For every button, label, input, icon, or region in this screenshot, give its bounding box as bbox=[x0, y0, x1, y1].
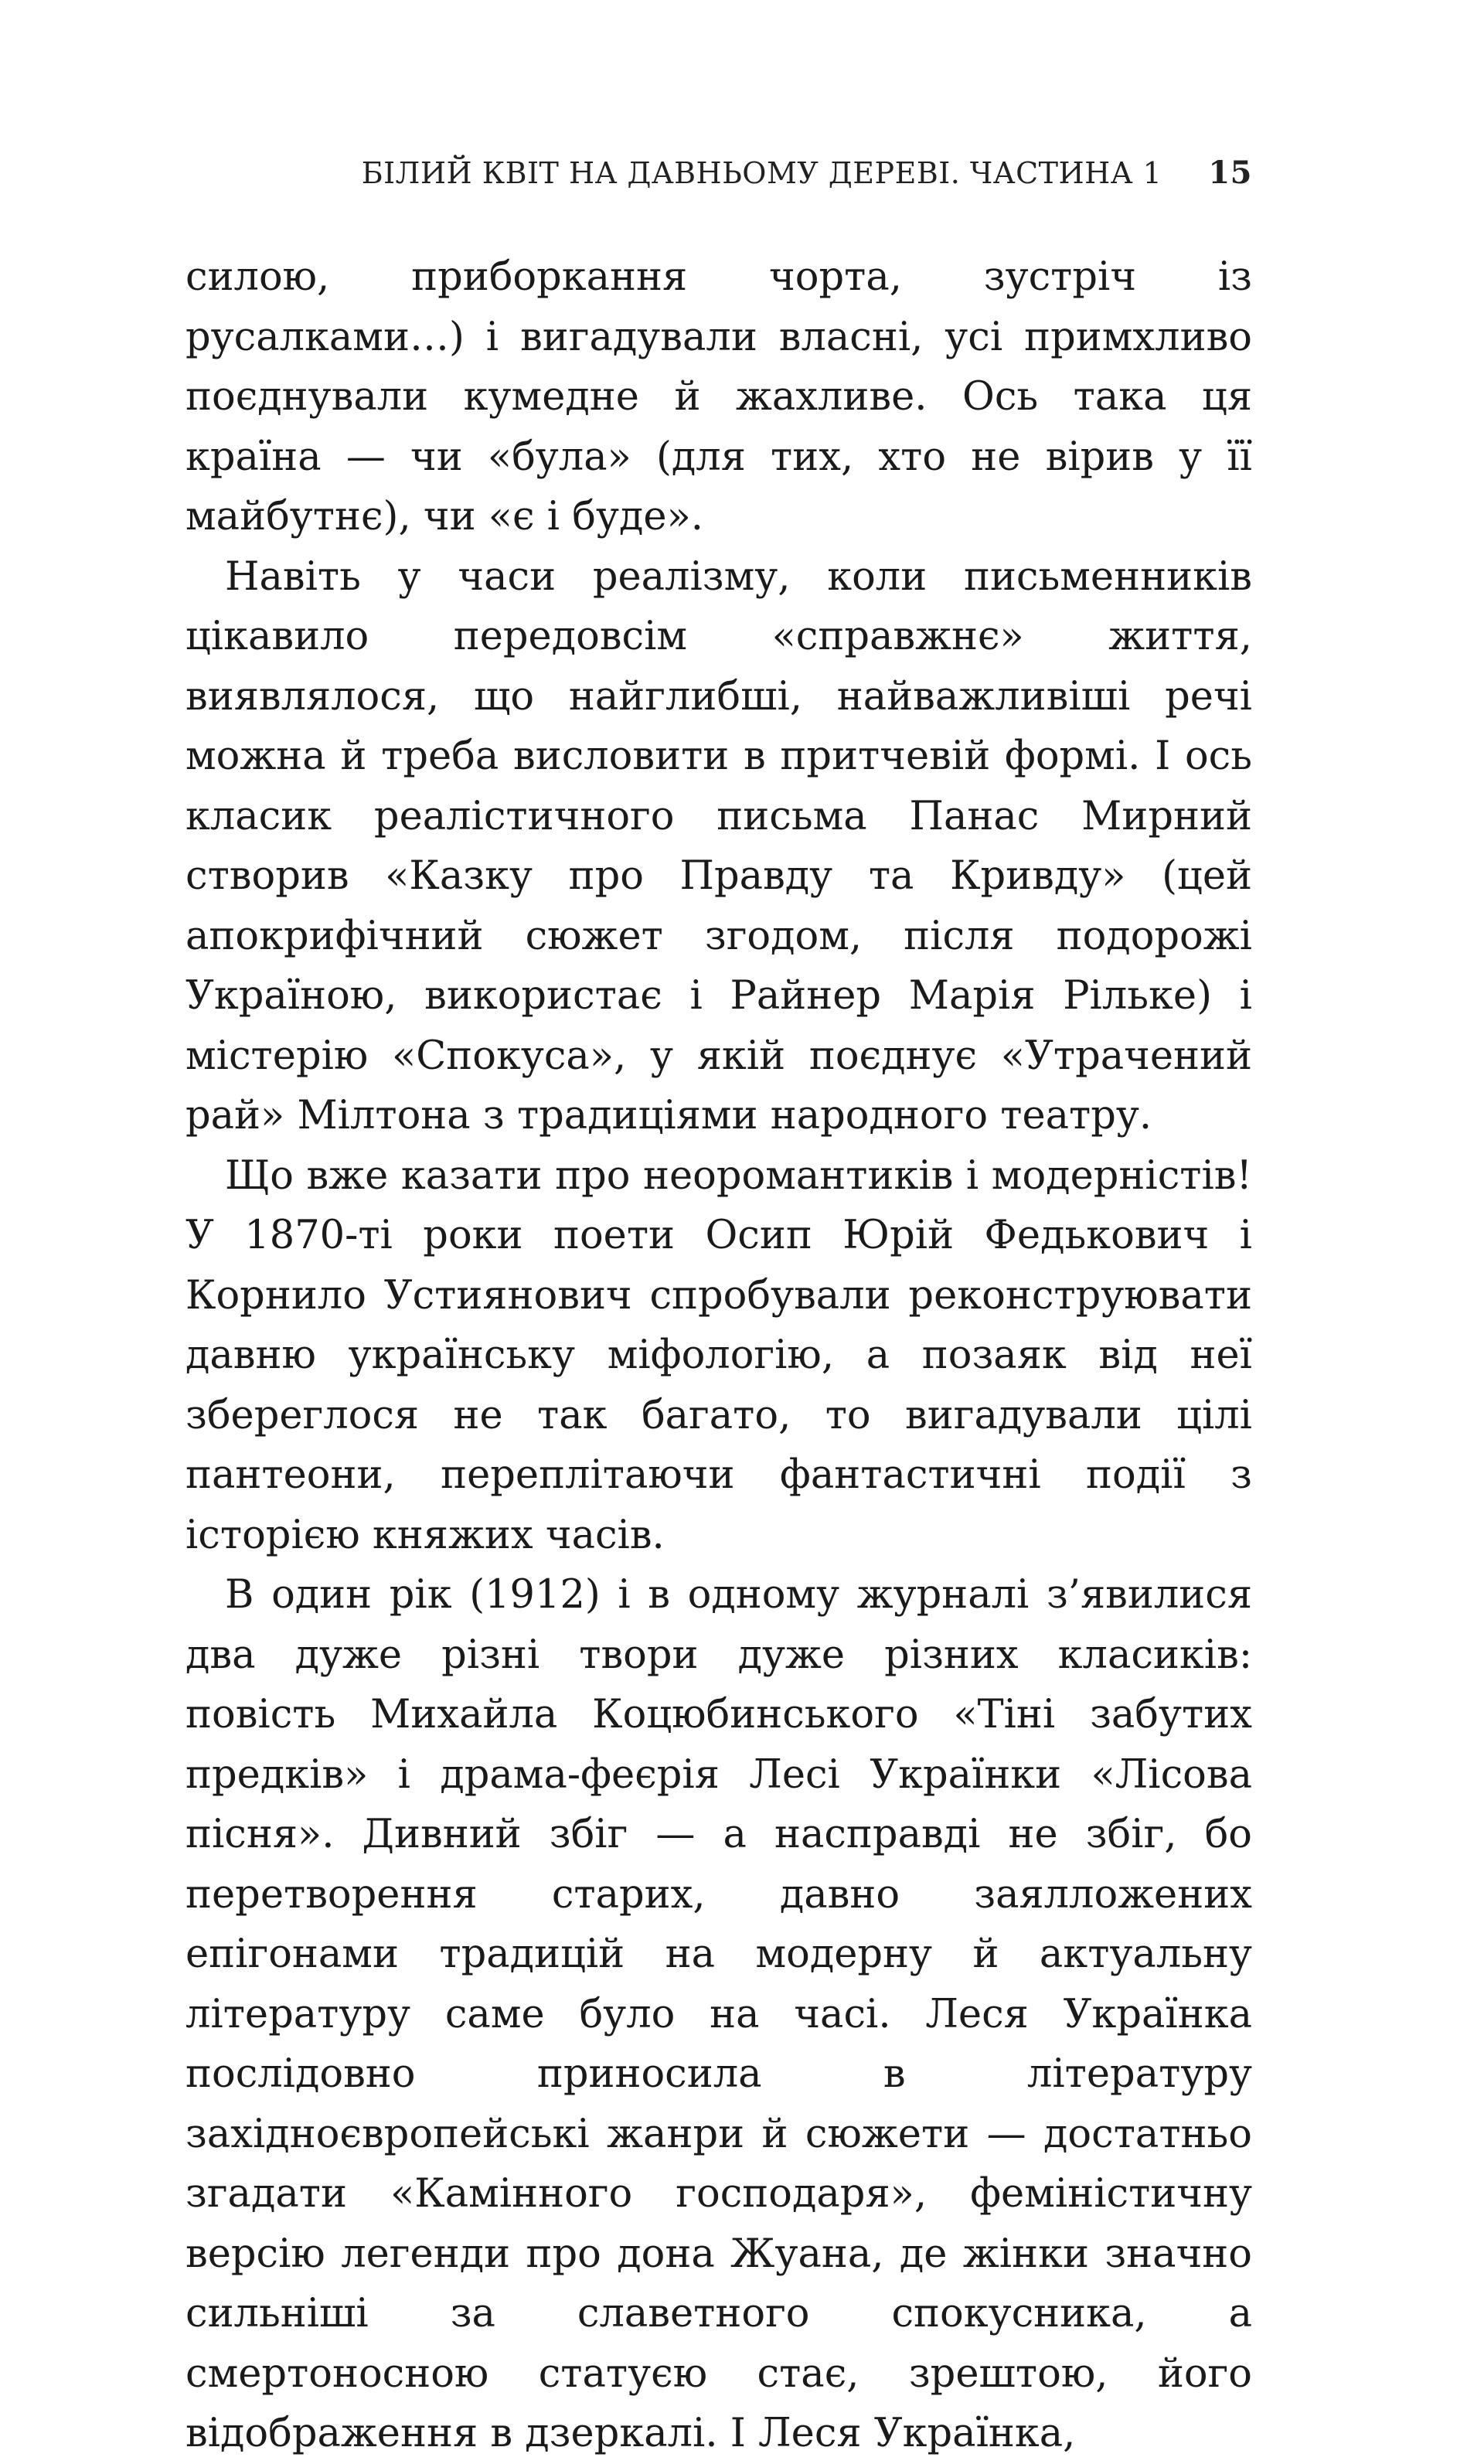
paragraph-1: силою, приборкання чорта, зустріч із русалками…) і вигадували власні, усі примхливо поєднували кумедне й жахливе. Ось така ця країна — чи «була» (для тих, хто не вірив у її майбутнє), чи «є і буде». bbox=[186, 254, 1252, 539]
running-head bbox=[186, 155, 1252, 232]
paragraph-2: Навіть у часи реалізму, коли письменників цікавило передовсім «справжнє» життя, виявлялося, що найглибші, найважливіші речі можна й треба висловити в притчевій формі. І ось класик реалістичного письма Панас Мирний створив «Казку про Правду та Кривду» (цей апокрифічний сюжет згодом, після подорожі Україною, використає і Райнер Марія Рільке) і містерію «Спокуса», у якій поєднує «Утрачений рай» Мілтона з традиціями народного театру. bbox=[186, 553, 1252, 1138]
book-page bbox=[186, 155, 1252, 2464]
paragraph-3: Що вже казати про неоромантиків і модерністів! У 1870-ті роки поети Осип Юрій Федькович і Корнило Устиянович спробували реконструювати давню українську міфологію, а позаяк від неї збереглося не так багато, то вигадували цілі пантеони, переплітаючи фантастичні події з історією княжих часів. bbox=[186, 1152, 1252, 1558]
body-text bbox=[186, 247, 1252, 2464]
running-title: БІЛИЙ КВІТ НА ДАВНЬОМУ ДЕРЕВІ. ЧАСТИНА 1 bbox=[361, 156, 1162, 190]
paragraph-4: В один рік (1912) і в одному журналі з’явилися два дуже різні твори дуже різних класиків: повість Михайла Коцюбинського «Тіні забутих предків» і драма-феєрія Лесі Українки «Лісова пісня». Дивний збіг — а насправді не збіг, бо перетворення старих, давно заялложених епігонами традицій на модерну й актуальну літературу саме було на часі. Леся Українка послідовно приносила в літературу західноєвропейські жанри й сюжети — достатньо згадати «Камінного господаря», феміністичну версію легенди про дона Жуана, де жінки значно сильніші за славетного спокусника, а смертоносною статуєю стає, зрештою, його відображення в дзеркалі. І Леся Українка, bbox=[186, 1572, 1252, 2456]
page-number: 15 bbox=[1208, 155, 1252, 191]
